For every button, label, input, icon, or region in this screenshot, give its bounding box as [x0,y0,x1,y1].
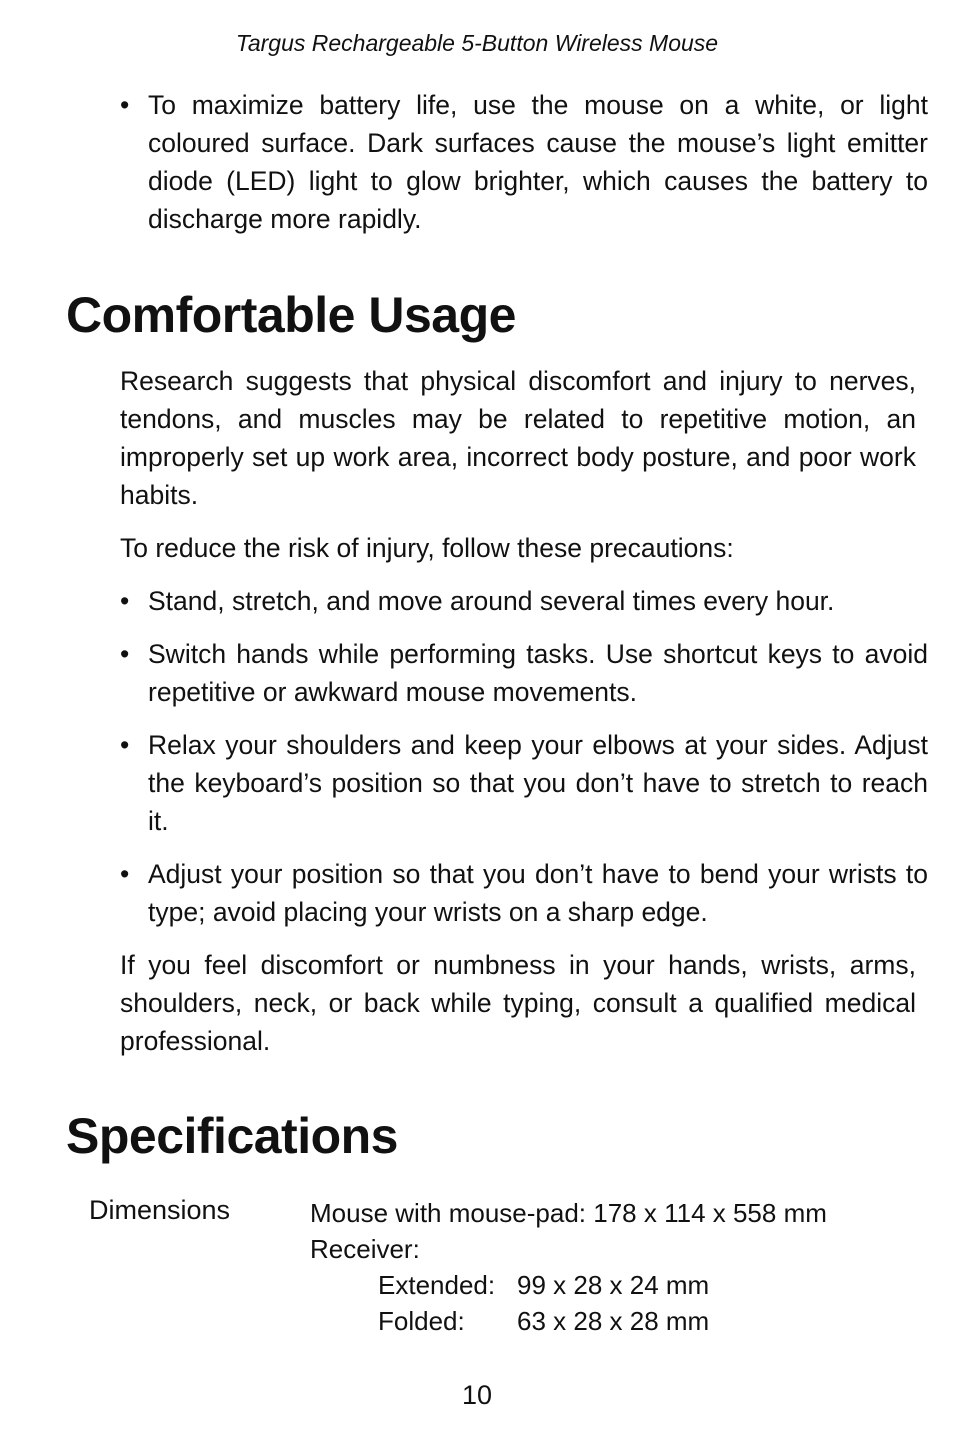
precautions-intro: To reduce the risk of injury, follow these precautions: [120,533,734,563]
spec-folded-value: 63 x 28 x 28 mm [517,1306,710,1336]
precautions-list [120,582,928,931]
bullet-icon: • [120,859,130,889]
spec-receiver-extended [310,1267,827,1303]
spec-values [310,1195,827,1339]
list-item [120,86,928,238]
medical-advice-paragraph: If you feel discomfort or numbness in your hands, wrists, arms, shoulders, neck, or back while typing, consult a qualified medical professional. [120,950,916,1056]
section-heading-comfortable-usage: Comfortable Usage [66,287,516,343]
spec-mouse-dimensions: Mouse with mouse-pad: 178 x 114 x 558 mm [310,1198,827,1228]
spec-receiver-folded [310,1303,827,1339]
page-number: 10 [461,1380,493,1410]
list-item-text: To maximize battery life, use the mouse on a white, or light coloured surface. Dark surfaces cause the mouse’s light emitter diode (LED) light to glow brighter, which causes the battery to discharge more rapidly. [148,90,928,234]
intro-bullet-list [120,86,928,253]
list-item-text: Stand, stretch, and move around several times every hour. [148,586,835,616]
bullet-icon: • [120,586,130,616]
list-item-text: Relax your shoulders and keep your elbows at your sides. Adjust the keyboard’s position so that you don’t have to stretch to reach it. [148,730,928,836]
list-item [120,635,928,711]
bullet-icon: • [120,639,130,669]
research-paragraph: Research suggests that physical discomfort and injury to nerves, tendons, and muscles may be related to repetitive motion, an improperly set up work area, incorrect body posture, and poor work habits. [120,366,916,510]
bullet-icon: • [120,730,130,760]
spec-extended-value: 99 x 28 x 24 mm [517,1270,710,1300]
section-heading-specifications: Specifications [66,1108,398,1164]
spec-receiver-label: Receiver: [310,1234,420,1264]
list-item [120,855,928,931]
list-item [120,582,928,620]
spec-extended-key: Extended: [378,1270,496,1300]
spec-label-dimensions: Dimensions [89,1195,231,1225]
list-item-text: Adjust your position so that you don’t have to bend your wrists to type; avoid placing your wrists on a sharp edge. [148,859,928,927]
bullet-icon: • [120,90,130,120]
spec-folded-key: Folded: [378,1306,465,1336]
comfortable-usage-body [120,362,928,1075]
list-item-text: Switch hands while performing tasks. Use shortcut keys to avoid repetitive or awkward mouse movements. [148,639,928,707]
running-header: Targus Rechargeable 5-Button Wireless Mouse [235,30,719,56]
list-item [120,726,928,840]
